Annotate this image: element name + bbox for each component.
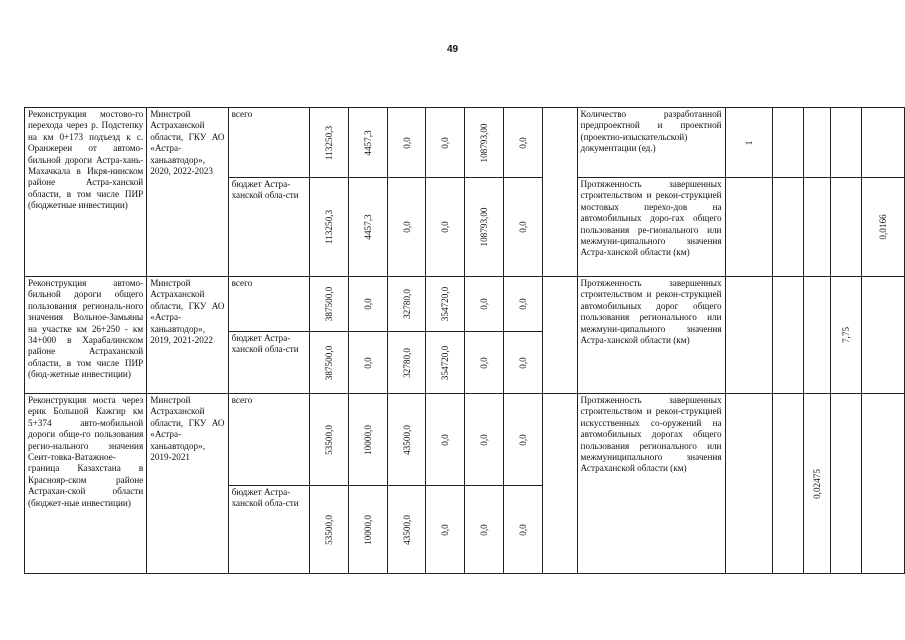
empty-cell xyxy=(804,178,831,277)
indicator-cell: Протяженность завершенных строительством и рекон-струкцией мостовых перехо-дов на автомобильных доро-гах общего пользования ре-гионального или межмуни-ципального значения Астра-ханской области (км) xyxy=(577,178,725,277)
executor-cell: Минстрой Астраханской области, ГКУ АО «Астра-ханьавтодор», 2019, 2021-2022 xyxy=(147,277,228,394)
value-cell: 0,0 xyxy=(465,332,504,394)
empty-cell xyxy=(773,108,804,178)
value-cell: 113250,3 xyxy=(310,108,349,178)
empty-cell xyxy=(542,108,577,277)
value-cell: 0,0 xyxy=(503,486,542,574)
value-cell: 43500,0 xyxy=(387,486,426,574)
value-cell: 0,0 xyxy=(387,178,426,277)
empty-cell xyxy=(773,178,804,277)
empty-cell xyxy=(725,277,772,394)
value-cell: 0,0 xyxy=(465,486,504,574)
indicator-value-cell: 0,0166 xyxy=(862,178,905,277)
empty-cell xyxy=(725,178,772,277)
empty-cell xyxy=(831,178,862,277)
value-cell: 113250,3 xyxy=(310,178,349,277)
measure-name-cell: Реконструкция моста через ерик Большой Кажгир км 5+374 авто-мобильной дороги обще-го пользования регио-нального значения Сеит-товка-Ватажное-граница Казахстана в Краснояр-ском районе Астрахан-ской области (бюджет-ные инвестиции) xyxy=(25,394,147,574)
empty-cell xyxy=(725,394,772,574)
measure-name-cell: Реконструкция мостово-го перехода через р. Подстепку на км 0+173 подъезд к с. Оранжереи от автомо-бильной дороги Астра-хань-Махачкала в Икря-нинском районе Астра-ханской области, в том числе ПИР (бюджетные инвестиции) xyxy=(25,108,147,277)
funding-source-cell: бюджет Астра-ханской обла-сти xyxy=(228,486,310,574)
indicator-cell: Протяженность завершенных строительством и рекон-струкцией автомобильных дорог общего пользования регионального или межмуни-ципального значения Астра-ханской области (км) xyxy=(577,277,725,394)
value-cell: 53500,0 xyxy=(310,394,349,486)
empty-cell xyxy=(773,394,804,574)
value-cell: 32780,0 xyxy=(387,332,426,394)
empty-cell xyxy=(862,277,905,394)
indicator-cell: Количество разработанной предпроектной и проектной (проектно-изыскательской) документации (ед.) xyxy=(577,108,725,178)
value-cell: 0,0 xyxy=(426,394,465,486)
empty-cell xyxy=(804,108,831,178)
value-cell: 0,0 xyxy=(503,277,542,332)
value-cell: 387500,0 xyxy=(310,332,349,394)
table-row xyxy=(25,108,905,178)
value-cell: 0,0 xyxy=(348,277,387,332)
value-cell: 0,0 xyxy=(426,108,465,178)
value-cell: 354720,0 xyxy=(426,277,465,332)
executor-cell: Минстрой Астраханской области, ГКУ АО «Астра-ханьавтодор», 2020, 2022-2023 xyxy=(147,108,228,277)
empty-cell xyxy=(831,394,862,574)
empty-cell xyxy=(773,277,804,394)
value-cell: 10000,0 xyxy=(348,486,387,574)
empty-cell xyxy=(542,277,577,394)
value-cell: 108793,00 xyxy=(465,178,504,277)
value-cell: 0,0 xyxy=(503,178,542,277)
value-cell: 0,0 xyxy=(426,486,465,574)
empty-cell xyxy=(862,394,905,574)
value-cell: 4457,3 xyxy=(348,178,387,277)
indicator-value-cell: 7,75 xyxy=(831,277,862,394)
funding-source-cell: всего xyxy=(228,277,310,332)
measure-name-cell: Реконструкция автомо-бильной дороги общего пользования региональ-ного значения Вольное-Замьяны на участке км 26+250 - км 34+000 в Харабалинском районе Астраханской области, в том числе ПИР (бюд-жетные инвестиции) xyxy=(25,277,147,394)
value-cell: 0,0 xyxy=(348,332,387,394)
value-cell: 387500,0 xyxy=(310,277,349,332)
funding-source-cell: всего xyxy=(228,108,310,178)
value-cell: 0,0 xyxy=(465,277,504,332)
value-cell: 43500,0 xyxy=(387,394,426,486)
value-cell: 53500,0 xyxy=(310,486,349,574)
funding-source-cell: бюджет Астра-ханской обла-сти xyxy=(228,332,310,394)
value-cell: 0,0 xyxy=(465,394,504,486)
value-cell: 0,0 xyxy=(503,108,542,178)
value-cell: 354720,0 xyxy=(426,332,465,394)
executor-cell: Минстрой Астраханской области, ГКУ АО «Астра-ханьавтодор», 2019-2021 xyxy=(147,394,228,574)
table-row xyxy=(25,277,905,332)
value-cell: 0,0 xyxy=(387,108,426,178)
program-table xyxy=(24,107,905,574)
page-number: 49 xyxy=(446,44,459,55)
value-cell: 4457,3 xyxy=(348,108,387,178)
empty-cell xyxy=(831,108,862,178)
indicator-cell: Протяженность завершенных строительством и рекон-струкцией искусственных со-оружений на автомобильных дорогах общего пользования регионального или межмуниципального значения Астраханской области (км) xyxy=(577,394,725,574)
value-cell: 32780,0 xyxy=(387,277,426,332)
empty-cell xyxy=(542,394,577,574)
table-row xyxy=(25,394,905,486)
value-cell: 0,0 xyxy=(426,178,465,277)
empty-cell xyxy=(862,108,905,178)
value-cell: 108793,00 xyxy=(465,108,504,178)
value-cell: 0,0 xyxy=(503,332,542,394)
value-cell: 0,0 xyxy=(503,394,542,486)
funding-source-cell: бюджет Астра-ханской обла-сти xyxy=(228,178,310,277)
value-cell: 10000,0 xyxy=(348,394,387,486)
indicator-value-cell: 1 xyxy=(725,108,772,178)
empty-cell xyxy=(804,277,831,394)
indicator-value-cell: 0,02475 xyxy=(804,394,831,574)
funding-source-cell: всего xyxy=(228,394,310,486)
